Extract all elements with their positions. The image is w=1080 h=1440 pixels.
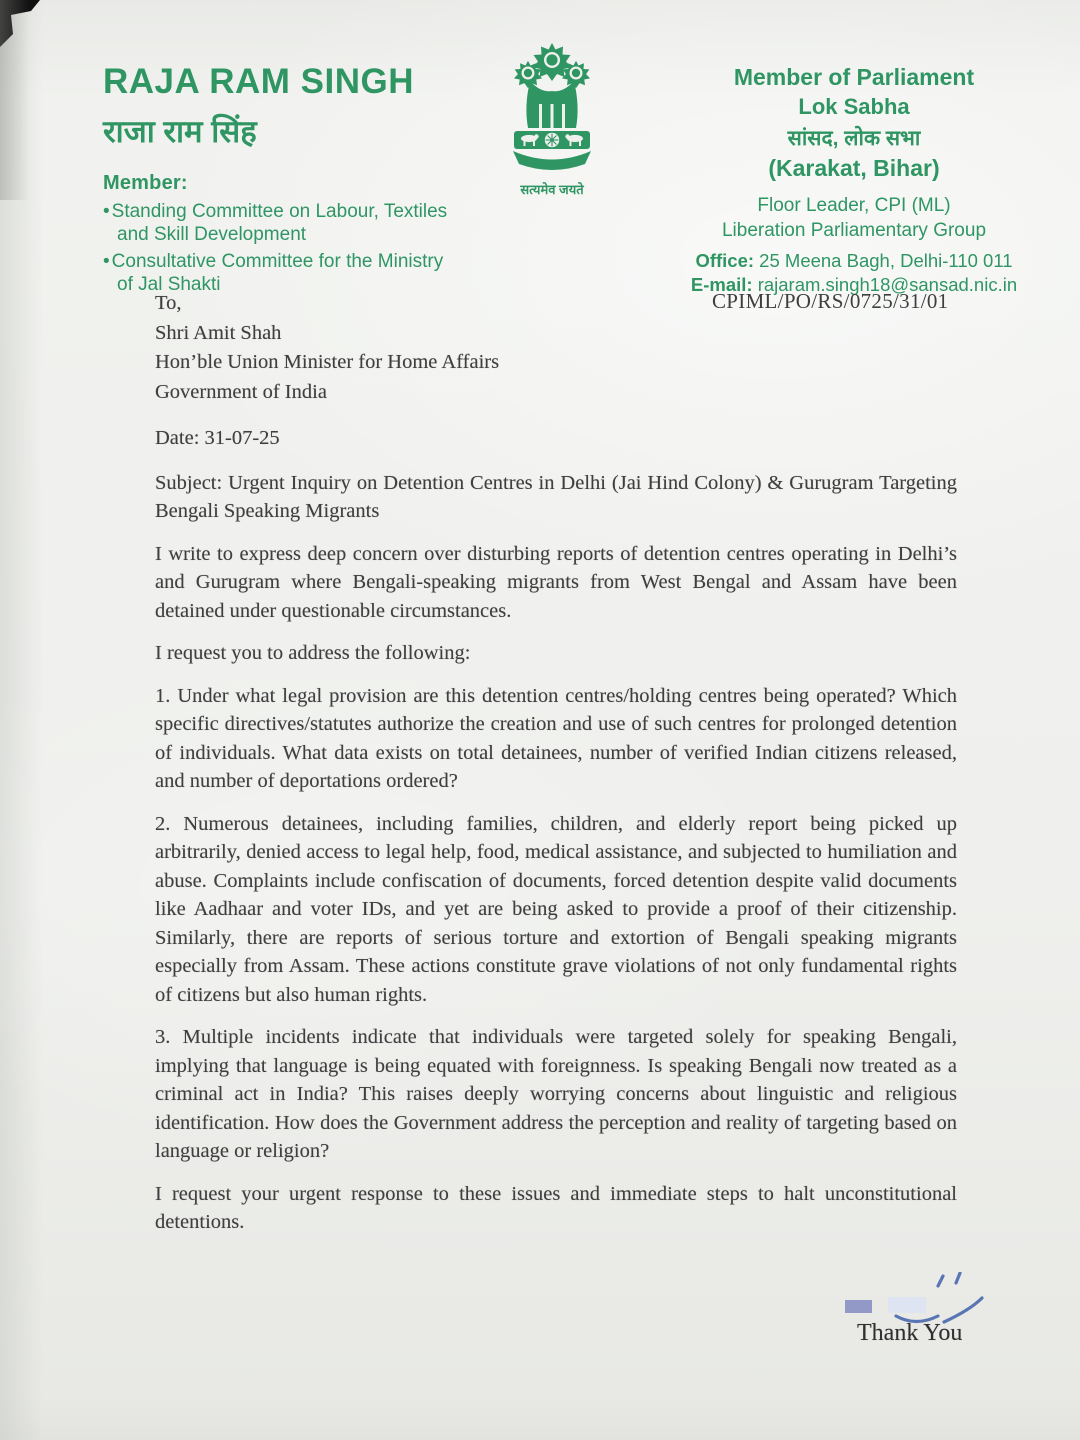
- party-role: Floor Leader, CPI (ML): [757, 195, 951, 216]
- office-label: Office:: [695, 250, 755, 271]
- membership-list: [103, 200, 453, 296]
- paragraphs: [155, 540, 957, 1237]
- paragraph: 2. Numerous detainees, including families, children, and elderly report being picked up arbitrarily, denied access to legal help, food, medical assistance, and subjected to humiliation and abuse. Complaints include confiscation of documents, forced detention despite valid documents like Aadhaar and voter IDs, and yet are being asked to provide a proof of their citizenship. Similarly, there are reports of serious torture and extortion of Bengali speaking migrants especially from Assam. These actions constitute grave violations of not only fundamental rights of citizens but also human rights.: [155, 812, 957, 1006]
- recipient-line: Shri Amit Shah: [155, 321, 282, 344]
- letterhead-left: [103, 62, 453, 296]
- recipient-line: Government of India: [155, 380, 327, 403]
- constituency: (Karakat, Bihar): [768, 155, 940, 181]
- emblem-of-india-icon: [496, 34, 608, 200]
- paragraph: I request your urgent response to these issues and immediate steps to halt unconstitutional detentions.: [155, 1182, 957, 1233]
- email-value: rajaram.singh18@sansad.nic.in: [752, 274, 1018, 295]
- house-name: Lok Sabha: [798, 94, 910, 119]
- recipient-line: Hon’ble Union Minister for Home Affairs: [155, 351, 500, 373]
- letterhead-right: [686, 64, 1022, 296]
- reference-number: CPIML/PO/RS/0725/31/01: [712, 289, 949, 313]
- paragraph: 3. Multiple incidents indicate that individuals were targeted solely for speaking Bengali, implying that language is being equated with foreignness. Is speaking Bengali now treated as a criminal act in India? This raises deeply worrying concerns about linguistic and religious identification. How does the Government address the perception and reality of targeting based on language or religion?: [155, 1026, 957, 1162]
- mp-title: Member of Parliament: [733, 64, 975, 90]
- date-line: Date: 31-07-25: [155, 427, 280, 449]
- member-label: Member:: [103, 172, 188, 194]
- recipient-block: [155, 289, 957, 407]
- emblem-motto: सत्यमेव जयते: [520, 182, 584, 197]
- letter-body: [155, 289, 957, 1237]
- office-value: 25 Meena Bagh, Delhi-110 011: [754, 250, 1013, 271]
- house-name-hindi: सांसद, लोक सभा: [787, 127, 921, 150]
- paragraph: I write to express deep concern over disturbing reports of detention centres operating in Delhi’s and Gurugram where Bengali-speaking migrants from West Bengal and Assam have been detained under questionable circumstances.: [155, 542, 957, 622]
- email-label: E-mail:: [690, 274, 753, 295]
- signature-redaction-light: [888, 1297, 926, 1313]
- mp-name-hindi: राजा राम सिंह: [103, 114, 257, 149]
- subject-line: Subject: Urgent Inquiry on Detention Centres in Delhi (Jai Hind Colony) & Gurugram Targeting Bengali Speaking Migrants: [155, 471, 957, 522]
- scan-edge-shadow: [0, 0, 30, 200]
- paragraph: I request you to address the following:: [155, 642, 471, 664]
- membership-item: • Standing Committee on Labour, Textiles and Skill Development: [103, 200, 453, 246]
- membership-item: • Consultative Committee for the Ministry of Jal Shakti: [103, 250, 453, 296]
- party-group: Liberation Parliamentary Group: [721, 220, 987, 241]
- mp-name-english: RAJA RAM SINGH: [103, 62, 414, 101]
- thank-you-text: Thank You: [857, 1320, 963, 1346]
- paragraph: 1. Under what legal provision are this detention centres/holding centres being operated? Which specific directives/statutes authorize the creation and use of such centres for prolonged detention of individuals. What data exists on total detainees, number of verified Indian citizens released, and number of deportations ordered?: [155, 684, 957, 792]
- office-address: [686, 250, 1022, 272]
- recipient-line: To,: [155, 292, 182, 314]
- signature-redaction: [845, 1300, 872, 1313]
